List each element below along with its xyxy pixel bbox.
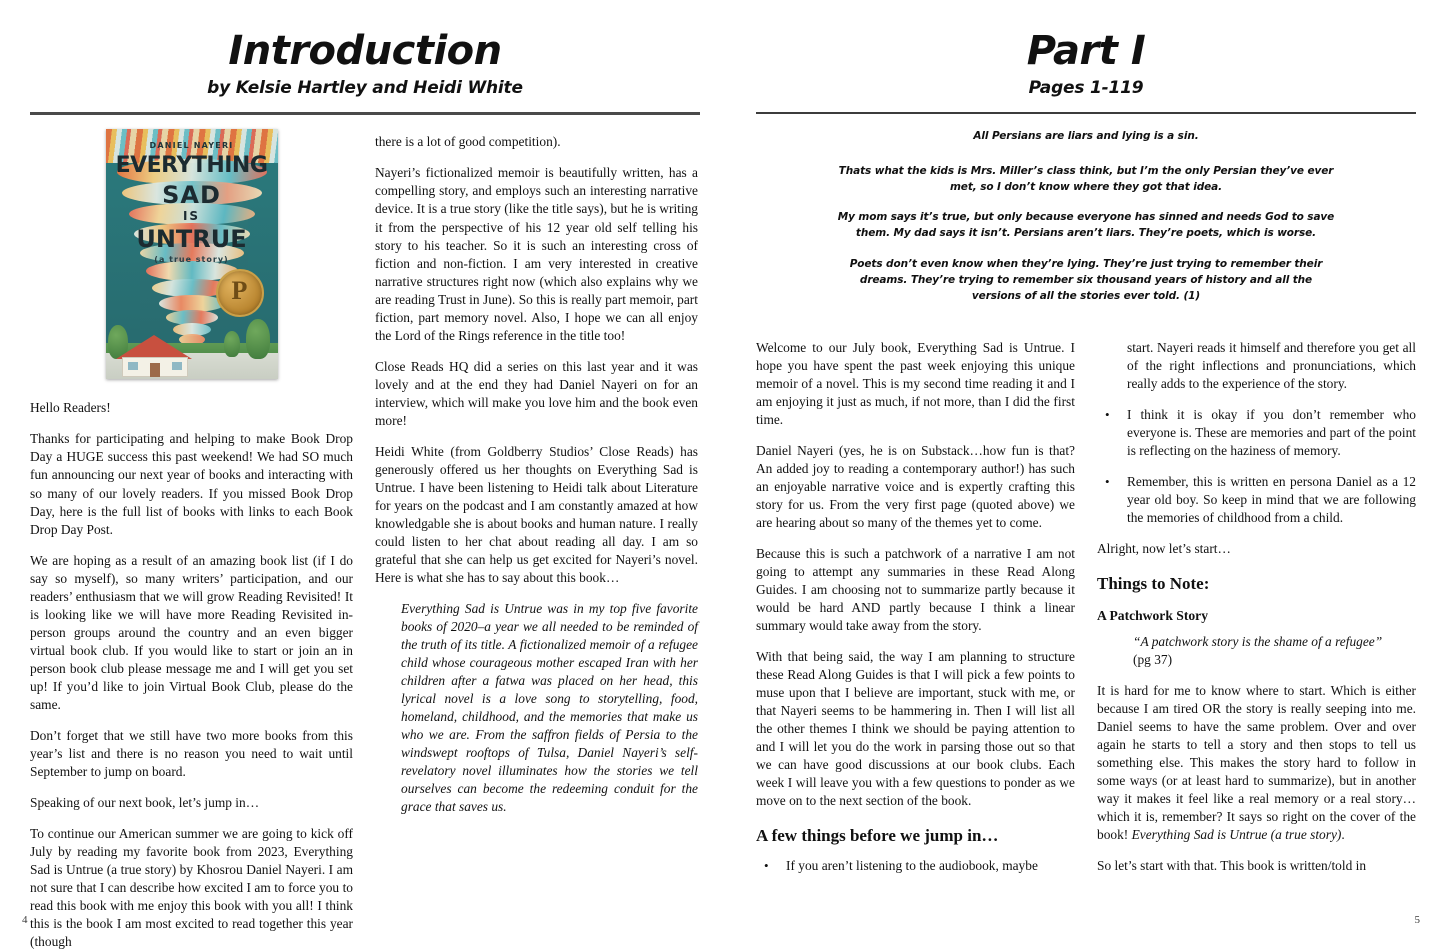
section-heading-few-things: A few things before we jump in… (756, 826, 999, 846)
page-title: Introduction (228, 28, 502, 74)
paragraph: Heidi White (from Goldberry Studios’ Close Reads) has generously offered us her thoughts on Everything Sad is Untrue. I have been listening to Heidi talk about Literature for years on the podcast and I am constantly amazed at how knowledgable she is about books and human nature. I really could listen to her chat about reading all day. I am so grateful that she can help us get excited for Nayeri’s novel. Here is what she has to say about this book… (375, 443, 698, 586)
left-column-1 (30, 115, 353, 951)
list-item: • If you aren’t listening to the audiobook, maybe (756, 857, 1075, 875)
right-column-2-body (1097, 339, 1416, 875)
right-page-columns (756, 339, 1416, 888)
epigraph-line: My mom says it’s true, but only because everyone has sinned and needs God to save them. My dad says it isn’t. Persians aren’t liars. They’re poets, which is worse. (837, 211, 1335, 240)
bullet-list-continued (1097, 339, 1416, 527)
part-title: Part I (1026, 28, 1146, 74)
closing-line: Alright, now let’s start… (1097, 540, 1231, 556)
pull-quote-block (1133, 633, 1416, 669)
paragraph: Speaking of our next book, let’s jump in… (30, 794, 260, 810)
cover-house-door (150, 363, 160, 377)
paragraph: So let’s start with that. This book is written/told in (1097, 857, 1367, 873)
left-column-1-body (30, 397, 353, 951)
cover-subtitle: (a true story) (154, 255, 229, 265)
left-column-2 (375, 115, 698, 951)
left-page-masthead (30, 0, 700, 98)
paragraph: Nayeri’s fictionalized memoir is beautifully written, has a compelling story, and employs such an interesting narrative device. It is a true story (like the title says), but he is writing it from the perspective of his 12 year old self telling his story to his teacher. So it is such an interesting cross of fiction and non-fiction. I am very interested in creative narrative structures right now (which also explains why we are reading Trust in June). So this is really part memoir, part fiction, part memory novel. Also, I hope we can all enjoy the Lord of the Rings reference in the title too! (375, 165, 698, 343)
subsection-heading-patchwork: A Patchwork Story (1097, 608, 1209, 624)
cover-house-window (128, 362, 138, 370)
book-cover-image (106, 129, 278, 379)
paragraph: there is a lot of good competition). (375, 134, 561, 150)
paragraph: Welcome to our July book, Everything Sad is Untrue. I hope you have spent the past week enjoying this unique memoir of a novel. This is my second time reading it and I am enjoying it just as much, if not more, than I did the first time. (756, 339, 1075, 427)
page-byline: by Kelsie Hartley and Heidi White (207, 78, 523, 98)
paragraph: Close Reads HQ did a series on this last year and it was lovely and at the end they had Daniel Nayeri on for an interview, which will make you love him and the book even more! (375, 358, 698, 428)
printz-medal-icon (216, 269, 264, 317)
paragraph: Thanks for participating and helping to make Book Drop Day a HUGE success this past weekend! We had SO much fun announcing our next year of books and interacting with so many of our lovely readers. If you missed Book Drop Day, here is the full list of books with links to each Book Drop Day Post. (30, 431, 353, 537)
paragraph: To continue our American summer we are going to kick off July by reading my favorite book from 2023, Everything Sad is Untrue (a true story) by Khosrou Daniel Nayeri. I am not sure that I can describe how excited I am to force you to read this book with me enjoy this book with you all! I think this is the book I am most excited to read together this year (though (30, 826, 353, 950)
header-divider (756, 112, 1416, 114)
left-column-2-body (375, 115, 698, 816)
cover-title-line-2: SAD (162, 181, 221, 210)
cover-author-name: DANIEL NAYERI (149, 141, 234, 151)
right-column-1 (756, 339, 1075, 888)
page-number-left: 4 (22, 914, 28, 926)
cover-tree (224, 331, 240, 357)
list-item: • Remember, this is written en persona Daniel as a 12 year old boy. So keep in mind that we are following the memories of childhood from a child. (1097, 473, 1416, 527)
paragraph (1097, 682, 1416, 844)
cover-title-line-3: IS (182, 209, 201, 224)
paragraph-part-a: It is hard for me to know where to start. Which is either because I am tired OR the story is really seeping into me. Daniel seems to have the same problem. Over and over again he starts to tell a story and then stops to tell us something else. This makes the story hard to follow in some ways (or at least hard to summarize), but in another way it makes it feel like a real memory or a real story…which it is, remember? It says so right on the cover of the book! (1097, 682, 1416, 842)
paragraph-part-c: . (1341, 826, 1345, 842)
section-heading-things-to-note: Things to Note: (1097, 573, 1210, 593)
pull-quote-text: “A patchwork story is the shame of a refugee” (1133, 633, 1383, 649)
pull-quote-page-ref: (pg 37) (1133, 651, 1173, 667)
epigraph-block (836, 128, 1336, 304)
cover-house-roof (116, 335, 192, 359)
cover-tree (246, 319, 270, 359)
book-cover-wrapper (106, 129, 278, 379)
epigraph-line: Poets don’t even know when they’re lying. They’re just trying to remember their dreams. They’re trying to remember six thousand years of history and all the versions of all the stories ever told. (1) (849, 257, 1323, 303)
book-title-italic: Everything Sad is Untrue (a true story) (1131, 826, 1342, 842)
cover-house-window (172, 362, 182, 370)
page-left (0, 0, 728, 950)
epigraph-line: Thats what the kids is Mrs. Miller’s class think, but I’m the only Persian they’ve ever met, so I don’t know where they got that idea. (838, 164, 1334, 193)
medal-letter: P (231, 276, 248, 306)
paragraph: Daniel Nayeri (yes, he is on Substack…how fun is that? An added joy to reading a contemporary author!) has such an enjoyable narrative voice and is expertly crafting this story for us. From the very first page (quoted above) we are hearing about so many of the themes yet to come. (756, 442, 1075, 530)
greeting-line: Hello Readers! (30, 400, 111, 416)
heidi-white-blockquote: Everything Sad is Untrue was in my top five favorite books of 2020–a year we all needed to be reminded of the truth of its title. A fictionalized memoir of a refugee child whose courageous mother escaped Iran with her children after a fatwa was placed on her head, this lyrical novel is a love song to storytelling, food, homeland, childhood, and the memories that make us who we are. From the saffron fields of Persia to the windswept rooftops of Tulsa, Daniel Nayeri’s self-revelatory novel illuminates how the stories we tell ourselves can become the redeeming conduit for the grace that saves us. (401, 601, 698, 815)
cover-title-line-1: EVERYTHING (115, 153, 268, 179)
list-item-continuation: start. Nayeri reads it himself and therefore you get all of the right inflections and pronunciations, which really adds to the experience of the story. (1127, 339, 1416, 391)
right-column-2 (1097, 339, 1416, 888)
bullet-list (756, 857, 1075, 875)
page-right (728, 0, 1456, 940)
right-column-1-body (756, 339, 1075, 875)
epigraph-line: All Persians are liars and lying is a sin. (973, 130, 1199, 143)
paragraph: Because this is such a patchwork of a narrative I am not going to attempt any summaries in these Read Along Guides. I am choosing not to summarize partly because it would be hard AND partly because I think a linear summary would take away from the story. (756, 545, 1075, 633)
paragraph: We are hoping as a result of an amazing book list (if I do say so myself), so many writers’ participation, and our readers’ enthusiasm that we will grow Reading Revisited! It is looking like we will have more Reading Revisited in-person groups around the country and an even bigger virtual book club. If you would like to start or join an in person book club please message me and I will get you set up! If you’d like to join Virtual Book Club, please do the same. (30, 552, 353, 712)
list-item: • I think it is okay if you don’t remember who everyone is. These are memories and part of the point is reflecting on the haziness of memory. (1097, 406, 1416, 460)
cover-title-line-4: UNTRUE (136, 225, 247, 254)
page-number-right: 5 (1414, 914, 1420, 926)
paragraph: Don’t forget that we still have two more books from this year’s list and there is no reason you need to wait until September to jump on board. (30, 727, 353, 779)
right-page-masthead (756, 0, 1416, 98)
left-page-columns (30, 115, 700, 951)
part-page-range: Pages 1-119 (1028, 78, 1144, 98)
paragraph: With that being said, the way I am planning to structure these Read Along Guides is that I will pick a few points to muse upon that I believe are important, stuck with me, or that Nayeri seems to be hammering in. Then I will list all the other themes I think we should be paying attention to and I will let you do the work in parsing those out so that we can have good discussions at our book clubs. Each week I will leave you with a few questions to ponder as we move on to the next section of the book. (756, 648, 1075, 809)
